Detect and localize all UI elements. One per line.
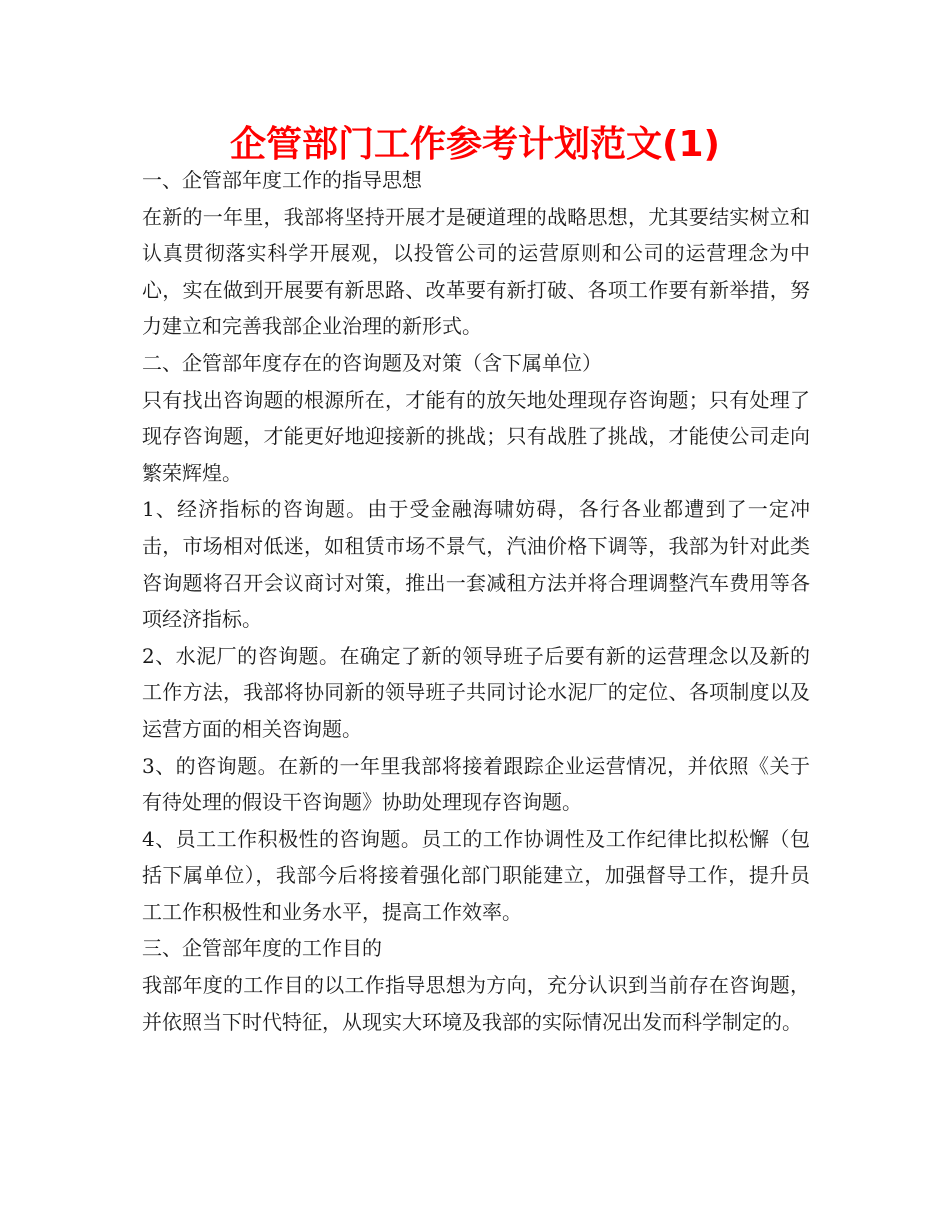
document-body [142,162,810,1040]
page-title: 企管部门工作参考计划范文(1) [230,124,720,165]
list-item-operations-tracking: 3、的咨询题。在新的一年里我部将接着跟踪企业运营情况，并依照《关于有待处理的假设干咨询题》协助处理现存咨询题。 [142,753,810,815]
section-heading-2: 二、企管部年度存在的咨询题及对策（含下属单位） [142,350,602,375]
paragraph: 在新的一年里，我部将坚持开展才是硬道理的战略思想，尤其要结实树立和认真贯彻落实科学开展观，以投管公司的运营原则和公司的运营理念为中心，实在做到开展要有新思路、改革要有新打破、各项工作要有新举措，努力建立和完善我部企业治理的新形式。 [142,204,810,339]
list-item-economic-indicators: 1、经济指标的咨询题。由于受金融海啸妨碍，各行各业都遭到了一定冲击，市场相对低迷，如租赁市场不景气，汽油价格下调等，我部为针对此类咨询题将召开会议商讨对策，推出一套减租方法并将合理调整汽车费用等各项经济指标。 [142,497,810,632]
paragraph: 只有找出咨询题的根源所在，才能有的放矢地处理现存咨询题；只有处理了现存咨询题，才能更好地迎接新的挑战；只有战胜了挑战，才能使公司走向繁荣辉煌。 [142,387,810,485]
section-heading-1: 一、企管部年度工作的指导思想 [142,168,422,192]
section-heading-3: 三、企管部年度的工作目的 [142,936,382,961]
list-item-cement-plant: 2、水泥厂的咨询题。在确定了新的领导班子后要有新的运营理念以及新的工作方法，我部将协同新的领导班子共同讨论水泥厂的定位、各项制度以及运营方面的相关咨询题。 [142,643,810,741]
list-item-employee-motivation: 4、员工工作积极性的咨询题。员工的工作协调性及工作纪律比拟松懈（包括下属单位），我部今后将接着强化部门职能建立，加强督导工作，提升员工工作积极性和业务水平，提高工作效率。 [142,826,810,924]
paragraph: 我部年度的工作目的以工作指导思想为方向，充分认识到当前存在咨询题，并依照当下时代特征，从现实大环境及我部的实际情况出发而科学制定的。 [142,973,810,1034]
